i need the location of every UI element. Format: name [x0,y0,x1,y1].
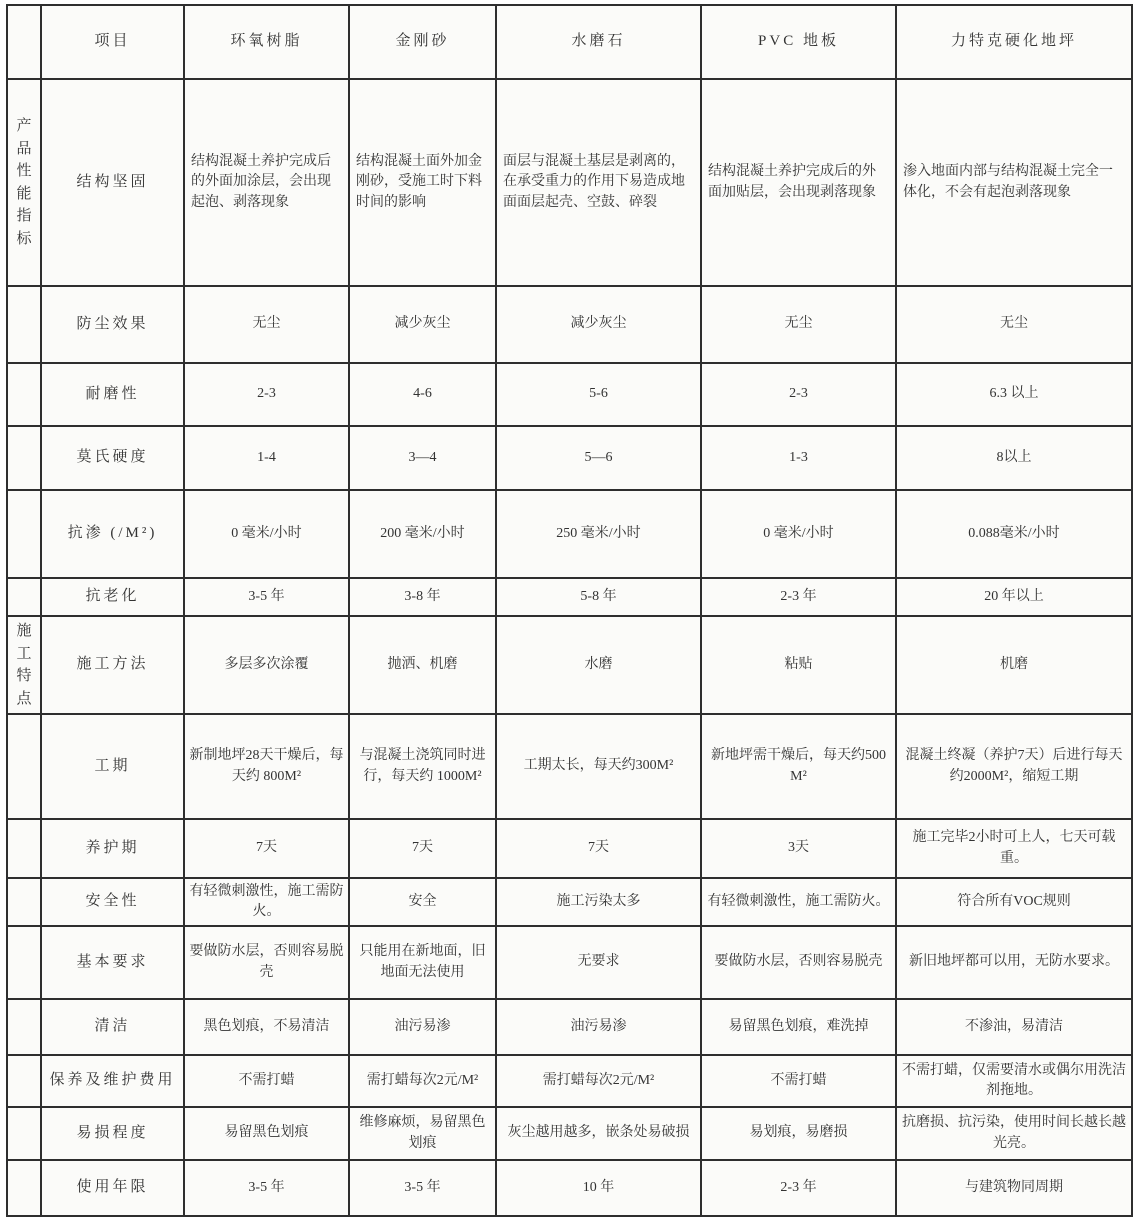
data-cell: 5—6 [496,426,701,490]
row-label: 抗渗 (/M²) [41,490,184,578]
row-label: 保养及维护费用 [41,1055,184,1107]
data-cell: 4-6 [349,363,496,426]
data-cell: 需打蜡每次2元/M² [496,1055,701,1107]
data-cell: 新制地坪28天干燥后，每天约 800M² [184,714,349,819]
data-cell: 3-5 年 [349,1160,496,1216]
table-row [7,79,1132,286]
data-cell: 施工污染太多 [496,878,701,926]
table-row [7,926,1132,999]
row-label: 养护期 [41,819,184,878]
table-row [7,714,1132,819]
data-cell: 结构混凝土养护完成后的外面加贴层，会出现剥落现象 [701,79,896,286]
data-cell: 200 毫米/小时 [349,490,496,578]
data-cell: 有轻微刺激性，施工需防火。 [184,878,349,926]
data-cell: 2-3 年 [701,1160,896,1216]
data-cell: 无尘 [184,286,349,363]
group-label-cell [7,363,41,426]
data-cell: 250 毫米/小时 [496,490,701,578]
data-cell: 与建筑物同周期 [896,1160,1132,1216]
data-cell: 新旧地坪都可以用，无防水要求。 [896,926,1132,999]
data-cell: 需打蜡每次2元/M² [349,1055,496,1107]
data-cell: 灰尘越用越多，嵌条处易破损 [496,1107,701,1160]
row-label: 使用年限 [41,1160,184,1216]
table-row [7,819,1132,878]
group-label-cell [7,578,41,616]
row-label: 莫氏硬度 [41,426,184,490]
data-cell: 混凝土终凝（养护7天）后进行每天约2000M²，缩短工期 [896,714,1132,819]
data-cell: 维修麻烦，易留黑色划痕 [349,1107,496,1160]
row-label: 基本要求 [41,926,184,999]
column-header-epoxy: 环氧树脂 [184,5,349,79]
data-cell: 油污易渗 [349,999,496,1055]
group-label-cell [7,819,41,878]
table-row [7,578,1132,616]
group-label-cell [7,426,41,490]
data-cell: 多层多次涂覆 [184,616,349,714]
data-cell: 3-5 年 [184,1160,349,1216]
data-cell: 7天 [496,819,701,878]
data-cell: 1-3 [701,426,896,490]
group-label-cell [7,79,41,286]
data-cell: 抗磨损、抗污染，使用时间长越长越光亮。 [896,1107,1132,1160]
data-cell: 要做防水层，否则容易脱壳 [701,926,896,999]
data-cell: 无尘 [896,286,1132,363]
data-cell: 油污易渗 [496,999,701,1055]
data-cell: 要做防水层，否则容易脱壳 [184,926,349,999]
data-cell: 2-3 年 [701,578,896,616]
data-cell: 7天 [349,819,496,878]
group-label-cell [7,878,41,926]
data-cell: 0 毫米/小时 [184,490,349,578]
data-cell: 不需打蜡，仅需要清水或偶尔用洗洁剂拖地。 [896,1055,1132,1107]
row-label: 施工方法 [41,616,184,714]
group-label-cell [7,490,41,578]
data-cell: 3天 [701,819,896,878]
row-label: 耐磨性 [41,363,184,426]
table-row [7,1055,1132,1107]
data-cell: 结构混凝土面外加金刚砂，受施工时下料时间的影响 [349,79,496,286]
row-label: 工期 [41,714,184,819]
comparison-table-wrapper [6,4,1133,1217]
data-cell: 1-4 [184,426,349,490]
data-cell: 易留黑色划痕，难洗掉 [701,999,896,1055]
group-label-cell [7,999,41,1055]
data-cell: 3—4 [349,426,496,490]
table-row [7,878,1132,926]
data-cell: 工期太长，每天约300M² [496,714,701,819]
data-cell: 无要求 [496,926,701,999]
group-label-cell [7,1160,41,1216]
data-cell: 5-6 [496,363,701,426]
data-cell: 面层与混凝土基层是剥离的，在承受重力的作用下易造成地面面层起壳、空鼓、碎裂 [496,79,701,286]
data-cell: 黑色划痕，不易清洁 [184,999,349,1055]
data-cell: 3-8 年 [349,578,496,616]
data-cell: 减少灰尘 [349,286,496,363]
table-row [7,999,1132,1055]
data-cell: 不需打蜡 [701,1055,896,1107]
data-cell: 只能用在新地面，旧地面无法使用 [349,926,496,999]
data-cell: 0.088毫米/小时 [896,490,1132,578]
row-label: 清洁 [41,999,184,1055]
data-cell: 不需打蜡 [184,1055,349,1107]
group-label-cell [7,714,41,819]
table-row [7,1160,1132,1216]
data-cell: 结构混凝土养护完成后的外面加涂层，会出现起泡、剥落现象 [184,79,349,286]
data-cell: 易留黑色划痕 [184,1107,349,1160]
group-label-cell [7,1055,41,1107]
data-cell: 不渗油，易清洁 [896,999,1132,1055]
corner-cell [7,5,41,79]
data-cell: 5-8 年 [496,578,701,616]
column-header-terrazzo: 水磨石 [496,5,701,79]
column-header-litek: 力特克硬化地坪 [896,5,1132,79]
table-row [7,1107,1132,1160]
data-cell: 与混凝土浇筑同时进行，每天约 1000M² [349,714,496,819]
table-row [7,616,1132,714]
table-row [7,363,1132,426]
data-cell: 0 毫米/小时 [701,490,896,578]
data-cell: 粘贴 [701,616,896,714]
data-cell: 8以上 [896,426,1132,490]
data-cell: 10 年 [496,1160,701,1216]
header-row [7,5,1132,79]
data-cell: 新地坪需干燥后，每天约500 M² [701,714,896,819]
data-cell: 施工完毕2小时可上人，七天可载重。 [896,819,1132,878]
row-label: 防尘效果 [41,286,184,363]
row-label: 易损程度 [41,1107,184,1160]
data-cell: 有轻微刺激性，施工需防火。 [701,878,896,926]
group-label-cell [7,926,41,999]
data-cell: 安全 [349,878,496,926]
row-label: 结构坚固 [41,79,184,286]
column-header-emery: 金刚砂 [349,5,496,79]
group-label: 产品性能指标 [16,118,32,247]
group-label-cell [7,286,41,363]
flooring-comparison-table [6,4,1133,1217]
group-label-cell [7,616,41,714]
data-cell: 机磨 [896,616,1132,714]
table-row [7,426,1132,490]
data-cell: 2-3 [701,363,896,426]
group-label-cell [7,1107,41,1160]
table-row [7,490,1132,578]
row-label: 安全性 [41,878,184,926]
data-cell: 抛洒、机磨 [349,616,496,714]
data-cell: 易划痕，易磨损 [701,1107,896,1160]
data-cell: 20 年以上 [896,578,1132,616]
data-cell: 符合所有VOC规则 [896,878,1132,926]
column-header-pvc: PVC 地板 [701,5,896,79]
data-cell: 水磨 [496,616,701,714]
table-row [7,286,1132,363]
data-cell: 渗入地面内部与结构混凝土完全一体化，不会有起泡剥落现象 [896,79,1132,286]
data-cell: 3-5 年 [184,578,349,616]
data-cell: 无尘 [701,286,896,363]
data-cell: 6.3 以上 [896,363,1132,426]
data-cell: 2-3 [184,363,349,426]
data-cell: 减少灰尘 [496,286,701,363]
group-label: 施工特点 [16,623,32,707]
row-label: 抗老化 [41,578,184,616]
data-cell: 7天 [184,819,349,878]
column-header-item: 项目 [41,5,184,79]
